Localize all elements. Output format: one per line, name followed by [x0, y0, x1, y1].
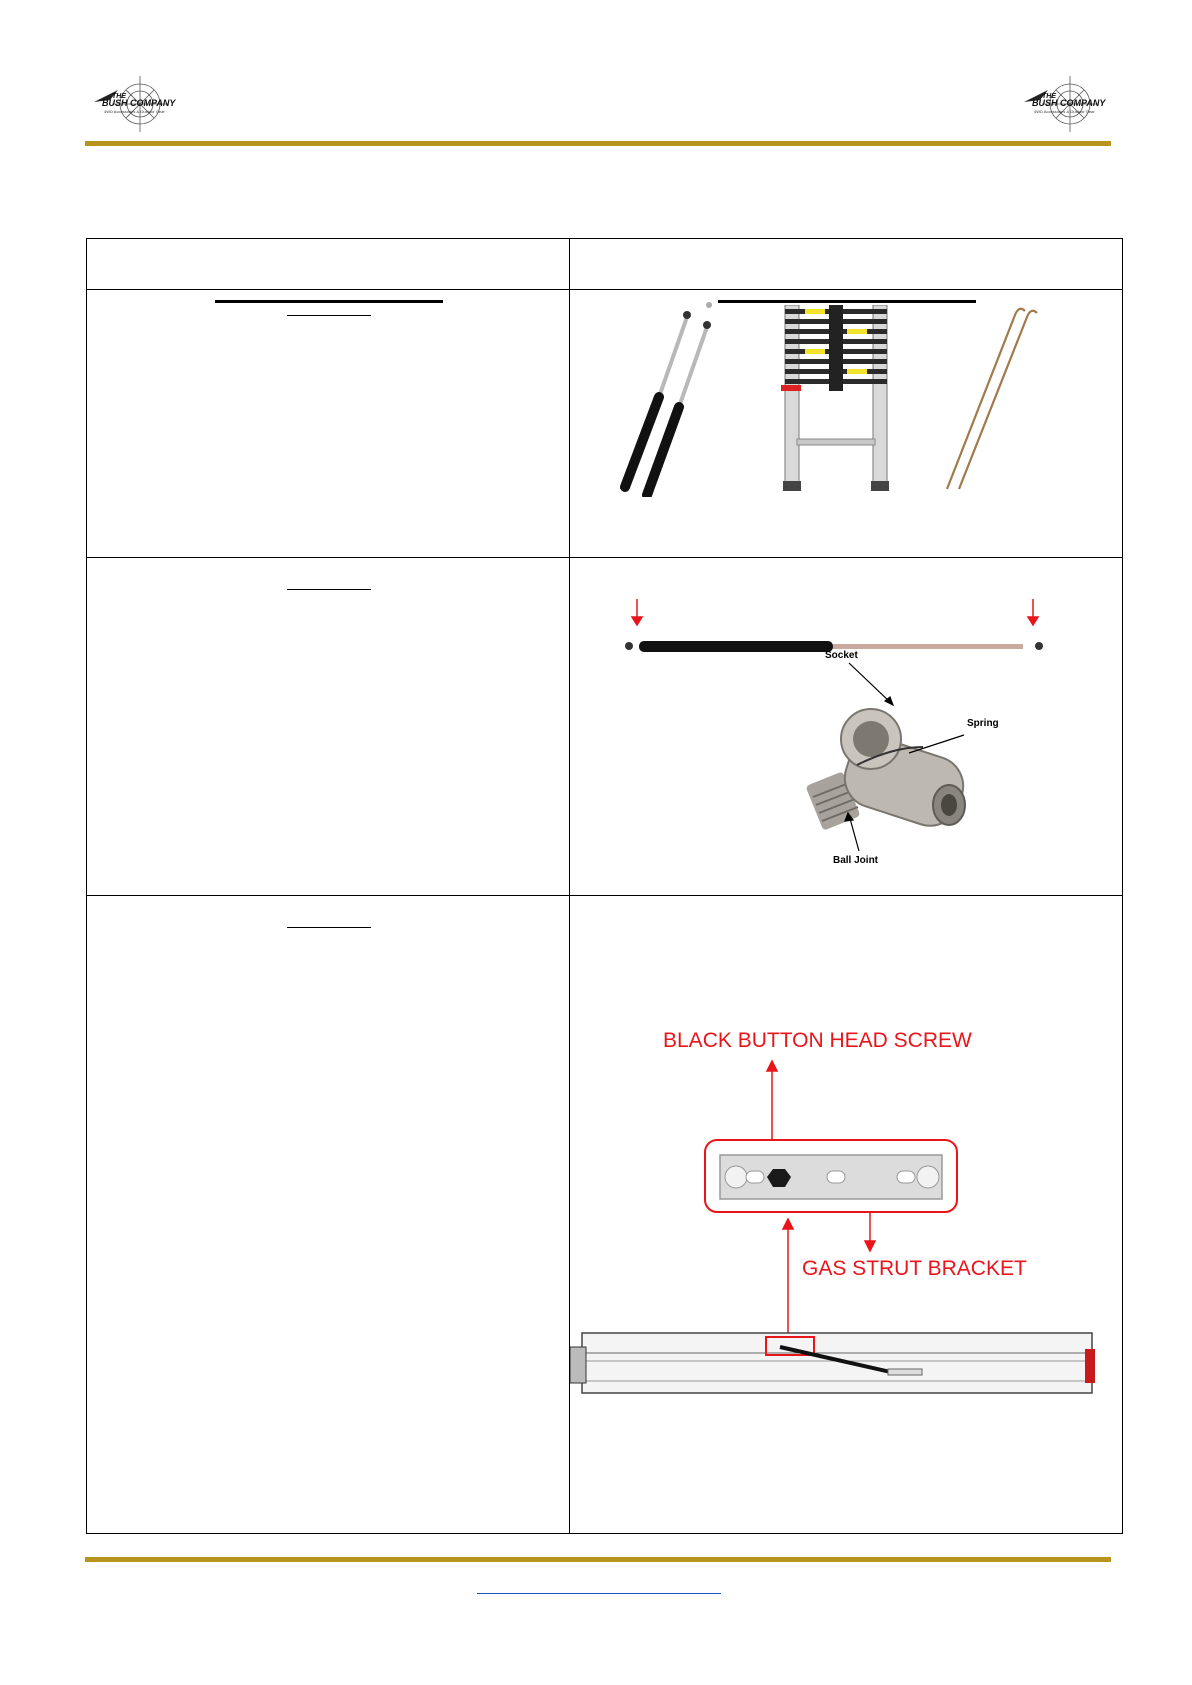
logo-line2: BUSH COMPANY: [102, 98, 176, 108]
step-2-label: [287, 571, 371, 590]
logo-line1: THE: [1042, 93, 1056, 100]
bush-company-logo: [88, 74, 184, 136]
bush-company-logo: [1018, 74, 1114, 136]
hook-rods-image: [927, 303, 1047, 493]
step-1-label: [287, 297, 371, 316]
right-column-heading: [718, 281, 976, 303]
gas-strut-bracket-diagram: [570, 895, 1122, 1533]
gas-strut-socket-diagram: [587, 557, 1117, 887]
spring-label: Spring: [967, 718, 999, 729]
footer-rule: [85, 1557, 1111, 1562]
logo-tagline: 4WD Accessories & Outdoor Gear: [1034, 109, 1095, 114]
footer-website-link[interactable]: [477, 1575, 721, 1594]
logo-line1: THE: [112, 93, 126, 100]
black-button-head-screw-label: BLACK BUTTON HEAD SCREW: [663, 1029, 972, 1052]
telescopic-ladder-image: [767, 305, 907, 491]
ball-joint-label: Ball Joint: [833, 855, 879, 866]
logo-tagline: 4WD Accessories & Outdoor Gear: [104, 109, 165, 114]
gas-strut-bracket-label: GAS STRUT BRACKET: [802, 1257, 1027, 1280]
gas-struts-image: [597, 297, 737, 497]
socket-label: Socket: [825, 650, 858, 661]
header-rule: [85, 141, 1111, 146]
step-3-label: [287, 909, 371, 928]
logo-line2: BUSH COMPANY: [1032, 98, 1106, 108]
instruction-table: [86, 238, 1123, 1534]
